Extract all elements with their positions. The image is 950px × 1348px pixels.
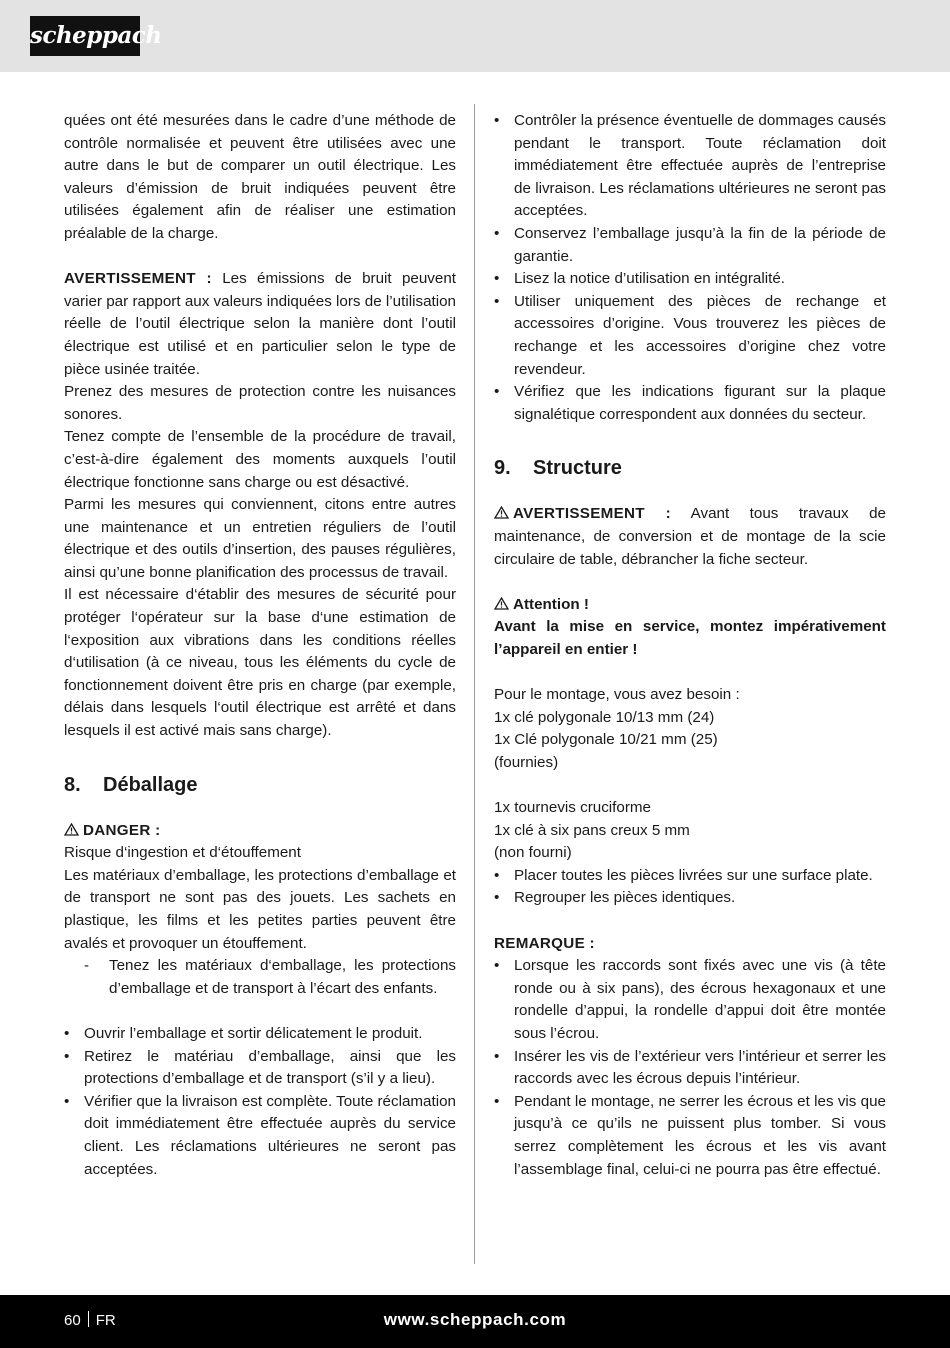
- danger-text: Les matériaux d’emballage, les protections d’emballage et de transport ne sont pas des jouets. Les sachets en plastique, les films et les petites parties peuvent être avalés et provoquer un étouffement.: [64, 866, 456, 952]
- danger-keyword: DANGER :: [83, 821, 161, 839]
- page-number: 60: [64, 1312, 81, 1329]
- paragraph: Prenez des mesures de protection contre les nuisances sonores.: [64, 383, 456, 423]
- left-column: [64, 110, 456, 1181]
- list-item: • Placer toutes les pièces livrées sur une surface plate.: [494, 866, 873, 884]
- warning-triangle-icon: [494, 506, 509, 519]
- list-item: - Tenez les matériaux d‘emballage, les protections d’emballage et de transport à l’écart des enfants.: [84, 957, 456, 997]
- list-item: • Insérer les vis de l’extérieur vers l’intérieur et serrer les raccords avec les écrous depuis l’intérieur.: [494, 1047, 886, 1088]
- section-title: Déballage: [103, 773, 198, 796]
- warning-text: Avant tous travaux de maintenance, de conversion et de montage de la scie circulaire de table, débrancher la fiche secteur.: [494, 505, 886, 568]
- bullet-list: [64, 1023, 456, 1181]
- list-item: • Vérifier que la livraison est complète. Toute réclamation doit immédiatement être effectuée auprès du service client. Les réclamations ultérieures ne seront pas acceptées.: [64, 1092, 456, 1178]
- list-item: • Pendant le montage, ne serrer les écrous et les vis que jusqu’à ce qu’ils ne puissent plus tomber. Si vous serrez complètement les écrous et les vis avant l’assemblage final, celui-ci ne pourra pas être effectué.: [494, 1092, 886, 1178]
- section-title: Structure: [533, 457, 622, 480]
- danger-heading: [64, 820, 456, 843]
- section-heading-deballage: [64, 772, 456, 798]
- tool-line: 1x clé à six pans creux 5 mm: [494, 821, 690, 839]
- bullet-list: [494, 865, 886, 910]
- dash-list: [64, 955, 456, 1000]
- attention-heading: [494, 594, 886, 617]
- warning-keyword: AVERTISSEMENT :: [64, 270, 212, 288]
- paragraph: Il est nécessaire d‘établir des mesures de sécurité pour protéger l‘opérateur sur la base d‘une estimation de l‘exposition aux vibrations dans les conditions réelles d‘utilisation (à ce niveau, tous les éléments du cycle de fonctionnement doivent être pris en charge (par exemple, délais dans lesquels l‘outil électrique est arrêté et dans lesquels il est activé mais sans charge).: [64, 586, 456, 740]
- page-header: [0, 0, 950, 72]
- tool-line: (fournies): [494, 753, 559, 771]
- list-item: • Regrouper les pièces identiques.: [494, 889, 736, 907]
- section-number: 8.: [64, 773, 81, 796]
- section-heading-structure: [494, 455, 886, 481]
- page-footer: [0, 1295, 950, 1348]
- dash-mark: -: [84, 957, 90, 975]
- warning-text: Les émissions de bruit peuvent varier par rapport aux valeurs indiquées lors de l’utilisation réelle de l’outil électrique selon la manière dont l’outil électrique est utilisé et en particulier selon le type de pièce usinée traitée.: [64, 270, 456, 378]
- list-item: • Retirez le matériau d’emballage, ainsi que les protections d’emballage et de transport (s’il y a lieu).: [64, 1047, 456, 1088]
- remark-heading: REMARQUE :: [494, 934, 595, 952]
- bullet-list: [494, 110, 886, 426]
- list-item: • Utiliser uniquement des pièces de rechange et accessoires d’origine. Vous trouverez les pièces de rechange et les accessoires d’origine chez votre revendeur.: [494, 292, 886, 378]
- tool-line: 1x Clé polygonale 10/21 mm (25): [494, 731, 718, 749]
- attention-text: Avant la mise en service, montez impérativement l’appareil en entier !: [494, 618, 886, 658]
- brand-logo: scheppach: [30, 16, 140, 56]
- warning-triangle-icon: [64, 823, 79, 836]
- right-column: [494, 110, 886, 1181]
- warning-keyword: AVERTISSEMENT :: [513, 505, 672, 523]
- attention-keyword: Attention !: [513, 595, 589, 613]
- tool-line: 1x clé polygonale 10/13 mm (24): [494, 708, 715, 726]
- paragraph: Parmi les mesures qui conviennent, citons entre autres une maintenance et un entretien réguliers de l’outil électrique et des outils d’insertion, des pauses régulières, ainsi qu’une bonne planification des processus de travail.: [64, 496, 456, 581]
- website-link[interactable]: www.scheppach.com: [383, 1310, 567, 1329]
- list-item: • Ouvrir l’emballage et sortir délicatement le produit.: [64, 1024, 423, 1042]
- bullet-list: [494, 955, 886, 1181]
- list-item: • Conservez l’emballage jusqu’à la fin de la période de garantie.: [494, 224, 886, 265]
- warning-paragraph: [494, 503, 886, 571]
- warning-triangle-icon: [494, 597, 509, 610]
- language-code: FR: [95, 1312, 116, 1329]
- tools-intro: Pour le montage, vous avez besoin :: [494, 686, 740, 704]
- list-item: • Vérifiez que les indications figurant sur la plaque signalétique correspondent aux données du secteur.: [494, 383, 886, 423]
- danger-line: Risque d‘ingestion et d‘étouffement: [64, 844, 301, 862]
- paragraph: Tenez compte de l’ensemble de la procédure de travail, c’est-à-dire également des moments auxquels l’outil électrique fonctionne sans charge ou est désactivé.: [64, 428, 456, 491]
- column-divider: [474, 104, 475, 1264]
- list-item: • Lisez la notice d’utilisation en intégralité.: [494, 270, 786, 288]
- tool-line: (non fourni): [494, 844, 572, 862]
- list-item: • Contrôler la présence éventuelle de dommages causés pendant le transport. Toute réclamation doit immédiatement être effectuée auprès de l’entreprise de livraison. Les réclamations ultérieures ne seront pas acceptées.: [494, 112, 886, 220]
- warning-paragraph: [64, 268, 456, 381]
- tool-line: 1x tournevis cruciforme: [494, 799, 651, 817]
- section-number: 9.: [494, 457, 511, 480]
- paragraph: quées ont été mesurées dans le cadre d’une méthode de contrôle normalisée et peuvent être utilisées avec une autre dans le but de comparer un outil électrique. Les valeurs d’émission de bruit indiquées peuvent être utilisées également afin de réaliser une estimation préalable de la charge.: [64, 112, 456, 242]
- list-item: • Lorsque les raccords sont fixés avec une vis (à tête ronde ou à six pans), des écrous hexagonaux et une rondelle d’appui, la rondelle d’appui doit être montée sous l’écrou.: [494, 957, 886, 1042]
